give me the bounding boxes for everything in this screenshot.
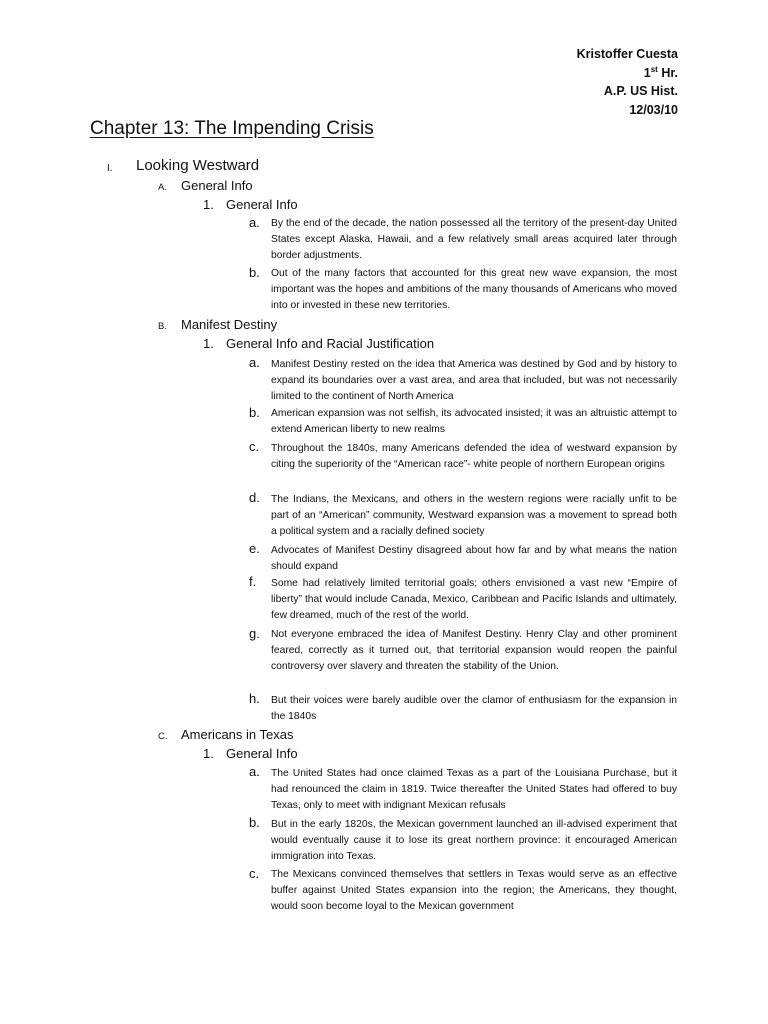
hour-suffix: Hr. [657,65,678,80]
item-text: But their voices were barely audible over the clamor of enthusiasm for the expansion in the 1840s [271,695,677,722]
item-text: Some had relatively limited territorial goals; others envisioned a vast new “Empire of liberty” that would include Canada, Mexico, Caribbean and Pacific Islands and ultimately, few dreamed, much of the rest of the world. [271,578,677,621]
item-letter: a. [249,215,260,230]
topic-heading [203,197,298,212]
author-header [577,45,678,119]
item-text: By the end of the decade, the nation possessed all the territory of the present-day United States except Alaska, Hawaii, and a few relatively small areas acquired later through border adjustments. [271,218,677,261]
item-text: The Mexicans convinced themselves that settlers in Texas would serve as an effective buffer against United States expansion into the region; the Americans, they thought, would soon become loyal to the Mexican government [271,869,677,912]
topic-heading [203,336,434,351]
chapter-title: Chapter 13: The Impending Crisis [90,118,374,139]
item-letter: e. [249,541,260,556]
topic-number: 1. [203,746,214,761]
item-letter: b. [249,405,260,420]
item-letter: a. [249,764,260,779]
item-letter: g. [249,626,260,641]
item-text: Advocates of Manifest Destiny disagreed about how far and by what means the nation should expand [271,545,677,572]
item-letter: d. [249,490,260,505]
hour-ordinal: st [650,64,658,74]
topic-number: 1. [203,336,214,351]
subsection-title: Manifest Destiny [181,317,278,332]
hour-number: 1 [643,65,651,80]
item-text: Throughout the 1840s, many Americans defended the idea of westward expansion by citing the superiority of the “American race”- white people of northern European origins [271,443,677,470]
topic-title: General Info and Racial Justification [226,336,435,351]
item-letter: f. [249,574,257,589]
item-text: American expansion was not selfish, its advocated insisted; it was an altruistic attempt to extend American liberty to new realms [271,408,677,435]
class-hour [577,64,678,83]
item-text: The United States had once claimed Texas as a part of the Louisiana Purchase, but it had renounced the claim in 1819. Twice thereafter the United States had offered to buy Texas, only to meet with indignant Mexican refusals [271,768,677,811]
item-letter: h. [249,691,260,706]
section-title: Looking Westward [136,157,260,174]
item-letter: b. [249,815,260,830]
document-date: 12/03/10 [629,102,678,117]
item-text: The Indians, the Mexicans, and others in the western regions were racially unfit to be part of an “American” community, Westward expansion was a movement to spread both a political system and a racially defined society [271,494,677,537]
item-letter: c. [249,866,260,881]
item-text: Manifest Destiny rested on the idea that America was destined by God and by history to expand its boundaries over a vast area, and area that included, but was not necessarily limited to the continent of North America [271,359,677,402]
item-letter: b. [249,265,260,280]
item-text: Not everyone embraced the idea of Manifest Destiny. Henry Clay and other prominent feared, correctly as it turned out, that territorial expansion would reopen the painful controversy over slavery and threaten the stability of the Union. [271,629,677,672]
subsection-letter: C. [158,731,168,742]
topic-heading [203,746,298,761]
topic-number: 1. [203,197,214,212]
subsection-title: Americans in Texas [181,727,294,742]
topic-title: General Info [226,197,298,212]
author-name: Kristoffer Cuesta [576,47,678,61]
item-letter: c. [249,439,260,454]
subsection-title: General Info [181,178,253,193]
course-name: A.P. US Hist. [603,84,678,98]
item-text: Out of the many factors that accounted for this great new wave expansion, the most important was the hopes and ambitions of the many thousands of Americans who moved into or invested in these new territories. [271,268,677,311]
topic-title: General Info [226,746,298,761]
subsection-letter: B. [158,321,167,332]
item-letter: a. [249,355,260,370]
item-text: But in the early 1820s, the Mexican government launched an ill-advised experiment that would eventually cause it to lose its great northern province: it encouraged American immigration into Texas. [271,819,677,862]
section-number: I. [107,163,113,174]
subsection-letter: A. [158,182,167,193]
